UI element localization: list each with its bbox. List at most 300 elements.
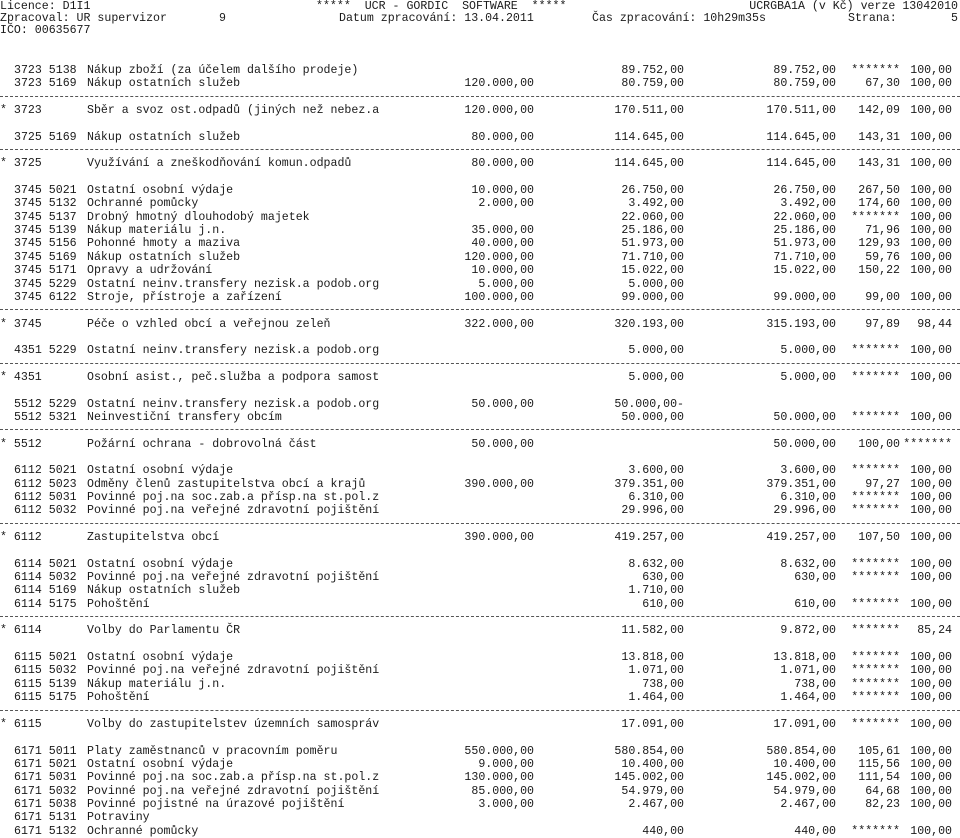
adjusted-value: 71.710,00 [621, 250, 684, 264]
percent-budget: ******* [851, 344, 900, 358]
product-title: ***** UCR - GORDIC SOFTWARE ***** [316, 0, 567, 13]
table-row [0, 291, 960, 304]
budget-value: 10.000,00 [471, 184, 534, 198]
item-description: Pohoštění [87, 597, 150, 611]
actual-value: 419.257,00 [766, 531, 836, 545]
adjusted-value: 5.000,00 [628, 277, 684, 291]
processor-label: Zpracoval: UR supervizor [0, 12, 167, 25]
item-description: Volby do Parlamentu ČR [87, 624, 241, 638]
percent-budget: ******* [851, 597, 900, 611]
adjusted-value: 50.000,00- [614, 397, 684, 411]
adjusted-value: 26.750,00 [621, 184, 684, 198]
actual-value: 99.000,00 [773, 290, 836, 304]
percent-adjusted: ******* [903, 437, 952, 451]
item-description: Ostatní neinv.transfery nezisk.a podob.org [87, 397, 380, 411]
account-code: 6112 5032 [14, 504, 77, 518]
percent-adjusted: 100,00 [910, 224, 952, 238]
budget-value: 130.000,00 [464, 771, 534, 785]
table-row [0, 344, 960, 357]
account-code: 6112 5031 [14, 491, 77, 504]
item-description: Volby do zastupitelstev územních samospráv [87, 717, 380, 731]
adjusted-value: 1.071,00 [628, 664, 684, 678]
percent-adjusted: 100,00 [910, 744, 952, 758]
adjusted-value: 114.645,00 [614, 157, 684, 171]
percent-budget: ******* [851, 677, 900, 691]
actual-value: 1.071,00 [780, 664, 836, 678]
budget-value: 80.000,00 [471, 130, 534, 144]
separator-line [0, 523, 960, 524]
account-code: 6171 5038 [14, 797, 77, 811]
budget-value: 100.000,00 [464, 290, 534, 304]
table-row [0, 504, 960, 517]
actual-value: 440,00 [794, 824, 836, 838]
table-row [0, 211, 960, 224]
percent-budget: 111,54 [858, 771, 900, 785]
account-code: 6114 5169 [14, 584, 77, 598]
subtotal-row [0, 718, 960, 731]
adjusted-value: 5.000,00 [628, 344, 684, 358]
actual-value: 29.996,00 [773, 504, 836, 518]
account-code: * 3725 [0, 157, 42, 171]
percent-budget: 142,09 [858, 104, 900, 118]
table-row [0, 558, 960, 571]
adjusted-value: 3.600,00 [628, 464, 684, 478]
percent-adjusted: 100,00 [910, 210, 952, 224]
percent-adjusted: 100,00 [910, 77, 952, 91]
actual-value: 114.645,00 [766, 130, 836, 144]
account-code: 3745 5137 [14, 210, 77, 224]
dashed-separator [0, 611, 960, 624]
table-row [0, 811, 960, 824]
item-description: Ostatní osobní výdaje [87, 651, 234, 665]
item-description: Povinné pojistné na úrazové pojištění [87, 797, 345, 811]
account-code: * 6114 [0, 624, 42, 638]
percent-adjusted: 100,00 [910, 64, 952, 77]
adjusted-value: 29.996,00 [621, 504, 684, 518]
percent-budget: ******* [851, 64, 900, 77]
adjusted-value: 8.632,00 [628, 557, 684, 571]
table-row [0, 77, 960, 90]
blank-row [0, 451, 960, 464]
percent-budget: 115,56 [858, 757, 900, 771]
percent-budget: 99,00 [865, 290, 900, 304]
adjusted-value: 2.467,00 [628, 797, 684, 811]
table-row [0, 785, 960, 798]
item-description: Povinné poj.na veřejné zdravotní pojištění [87, 504, 380, 518]
account-code: 5512 5229 [14, 397, 77, 411]
account-code: 6115 5032 [14, 664, 77, 678]
processing-date: Datum zpracování: 13.04.2011 [339, 12, 534, 25]
account-code: 3723 5169 [14, 77, 77, 91]
account-code: * 5512 [0, 437, 42, 451]
percent-budget: ******* [851, 824, 900, 838]
table-row [0, 651, 960, 664]
percent-adjusted: 100,00 [910, 597, 952, 611]
actual-value: 51.973,00 [773, 237, 836, 251]
actual-value: 170.511,00 [766, 104, 836, 118]
item-description: Nákup ostatních služeb [87, 77, 241, 91]
account-code: 6171 5132 [14, 824, 77, 838]
table-row [0, 184, 960, 197]
table-row [0, 264, 960, 277]
adjusted-value: 440,00 [642, 824, 684, 838]
account-code: * 6112 [0, 531, 42, 545]
percent-adjusted: 100,00 [910, 571, 952, 585]
actual-value: 114.645,00 [766, 157, 836, 171]
account-code: * 6115 [0, 717, 42, 731]
adjusted-value: 419.257,00 [614, 531, 684, 545]
blank-row [0, 331, 960, 344]
page-label: Strana: [848, 12, 897, 25]
percent-budget: ******* [851, 370, 900, 384]
percent-budget: ******* [851, 210, 900, 224]
account-code: * 4351 [0, 370, 42, 384]
adjusted-value: 1.710,00 [628, 584, 684, 598]
actual-value: 71.710,00 [773, 250, 836, 264]
table-row [0, 758, 960, 771]
adjusted-value: 54.979,00 [621, 784, 684, 798]
item-description: Nákup ostatních služeb [87, 130, 241, 144]
account-code: 3745 5021 [14, 184, 77, 198]
item-description: Nákup materiálu j.n. [87, 677, 227, 691]
actual-value: 145.002,00 [766, 771, 836, 785]
percent-adjusted: 100,00 [910, 104, 952, 118]
adjusted-value: 17.091,00 [621, 717, 684, 731]
table-row [0, 64, 960, 77]
separator-line [0, 149, 960, 150]
blank-row [0, 731, 960, 744]
table-row [0, 464, 960, 477]
report-table [0, 64, 960, 838]
percent-adjusted: 100,00 [910, 651, 952, 665]
table-row [0, 224, 960, 237]
table-row [0, 678, 960, 691]
item-description: Opravy a udržování [87, 264, 213, 278]
adjusted-value: 25.186,00 [621, 224, 684, 238]
table-row [0, 411, 960, 424]
adjusted-value: 6.310,00 [628, 491, 684, 504]
account-code: 5512 5321 [14, 410, 77, 424]
item-description: Nákup ostatních služeb [87, 584, 241, 598]
account-code: 3745 5156 [14, 237, 77, 251]
percent-adjusted: 98,44 [917, 317, 952, 331]
percent-budget: 150,22 [858, 264, 900, 278]
version-label: UCRGBA1A (v Kč) verze 13042010 [749, 0, 958, 13]
percent-budget: ******* [851, 491, 900, 504]
actual-value: 6.310,00 [780, 491, 836, 504]
table-row [0, 664, 960, 677]
percent-budget: 97,27 [865, 477, 900, 491]
budget-value: 40.000,00 [471, 237, 534, 251]
budget-value: 5.000,00 [478, 277, 534, 291]
percent-adjusted: 100,00 [910, 771, 952, 785]
separator-line [0, 363, 960, 364]
item-description: Pohonné hmoty a maziva [87, 237, 241, 251]
page-number: 5 [951, 12, 958, 25]
item-description: Zastupitelstva obcí [87, 531, 220, 545]
budget-value: 390.000,00 [464, 477, 534, 491]
table-row [0, 251, 960, 264]
percent-adjusted: 100,00 [910, 664, 952, 678]
adjusted-value: 114.645,00 [614, 130, 684, 144]
budget-value: 50.000,00 [471, 397, 534, 411]
blank-row [0, 544, 960, 557]
budget-value: 120.000,00 [464, 104, 534, 118]
budget-value: 322.000,00 [464, 317, 534, 331]
account-code: 6171 5021 [14, 757, 77, 771]
account-code: * 3723 [0, 104, 42, 118]
percent-adjusted: 100,00 [910, 677, 952, 691]
actual-value: 2.467,00 [780, 797, 836, 811]
blank-row [0, 117, 960, 130]
table-row [0, 745, 960, 758]
ico-label: IČO: 00635677 [0, 24, 91, 37]
item-description: Platy zaměstnanců v pracovním poměru [87, 744, 338, 758]
item-description: Potraviny [87, 811, 150, 825]
percent-adjusted: 100,00 [910, 691, 952, 705]
percent-adjusted: 100,00 [910, 237, 952, 251]
item-description: Povinné poj.na veřejné zdravotní pojištění [87, 664, 380, 678]
account-code: 3745 5229 [14, 277, 77, 291]
subtotal-row [0, 371, 960, 384]
processor-number: 9 [219, 12, 226, 25]
percent-budget: ******* [851, 717, 900, 731]
percent-adjusted: 100,00 [910, 557, 952, 571]
item-description: Péče o vzhled obcí a veřejnou zeleň [87, 317, 331, 331]
percent-budget: ******* [851, 624, 900, 638]
item-description: Povinné poj.na veřejné zdravotní pojištění [87, 571, 380, 585]
adjusted-value: 630,00 [642, 571, 684, 585]
dashed-separator [0, 91, 960, 104]
percent-budget: 105,61 [858, 744, 900, 758]
budget-value: 2.000,00 [478, 197, 534, 211]
budget-value: 390.000,00 [464, 531, 534, 545]
percent-adjusted: 100,00 [910, 757, 952, 771]
dashed-separator [0, 518, 960, 531]
budget-value: 9.000,00 [478, 757, 534, 771]
subtotal-row [0, 157, 960, 170]
item-description: Ostatní osobní výdaje [87, 184, 234, 198]
actual-value: 54.979,00 [773, 784, 836, 798]
separator-line [0, 96, 960, 97]
item-description: Využívání a zneškodňování komun.odpadů [87, 157, 352, 171]
account-code: 3745 5139 [14, 224, 77, 238]
actual-value: 50.000,00 [773, 437, 836, 451]
table-row [0, 771, 960, 784]
item-description: Ostatní osobní výdaje [87, 464, 234, 478]
percent-adjusted: 100,00 [910, 531, 952, 545]
actual-value: 315.193,00 [766, 317, 836, 331]
adjusted-value: 5.000,00 [628, 370, 684, 384]
percent-adjusted: 100,00 [910, 370, 952, 384]
account-code: 6171 5131 [14, 811, 77, 825]
item-description: Drobný hmotný dlouhodobý majetek [87, 210, 310, 224]
item-description: Nákup materiálu j.n. [87, 224, 227, 238]
actual-value: 610,00 [794, 597, 836, 611]
item-description: Pohoštění [87, 691, 150, 705]
percent-adjusted: 100,00 [910, 184, 952, 198]
item-description: Ochranné pomůcky [87, 197, 199, 211]
percent-budget: ******* [851, 504, 900, 518]
item-description: Nákup zboží (za účelem dalšího prodeje) [87, 64, 359, 77]
account-code: 4351 5229 [14, 344, 77, 358]
item-description: Ostatní osobní výdaje [87, 757, 234, 771]
adjusted-value: 1.464,00 [628, 691, 684, 705]
blank-row [0, 384, 960, 397]
percent-budget: 143,31 [858, 130, 900, 144]
actual-value: 5.000,00 [780, 370, 836, 384]
adjusted-value: 320.193,00 [614, 317, 684, 331]
dashed-separator [0, 358, 960, 371]
percent-adjusted: 100,00 [910, 824, 952, 838]
item-description: Sběr a svoz ost.odpadů (jiných než nebez.a [87, 104, 380, 118]
processing-time: Čas zpracování: 10h29m35s [592, 12, 766, 25]
percent-adjusted: 100,00 [910, 290, 952, 304]
percent-adjusted: 100,00 [910, 250, 952, 264]
percent-adjusted: 100,00 [910, 784, 952, 798]
actual-value: 1.464,00 [780, 691, 836, 705]
subtotal-row [0, 531, 960, 544]
budget-value: 120.000,00 [464, 250, 534, 264]
adjusted-value: 580.854,00 [614, 744, 684, 758]
adjusted-value: 99.000,00 [621, 290, 684, 304]
table-row [0, 571, 960, 584]
adjusted-value: 379.351,00 [614, 477, 684, 491]
account-code: 6114 5175 [14, 597, 77, 611]
budget-value: 50.000,00 [471, 437, 534, 451]
percent-budget: 71,96 [865, 224, 900, 238]
blank-row [0, 638, 960, 651]
actual-value: 630,00 [794, 571, 836, 585]
account-code: 6114 5032 [14, 571, 77, 585]
percent-adjusted: 100,00 [910, 491, 952, 504]
dashed-separator [0, 304, 960, 317]
item-description: Odměny členů zastupitelstva obcí a krajů [87, 477, 366, 491]
item-description: Povinné poj.na soc.zab.a přísp.na st.pol.z [87, 491, 380, 504]
item-description: Požární ochrana - dobrovolná část [87, 437, 317, 451]
table-row [0, 691, 960, 704]
account-code: 6115 5021 [14, 651, 77, 665]
adjusted-value: 10.400,00 [621, 757, 684, 771]
account-code: 6171 5011 [14, 744, 77, 758]
percent-budget: 64,68 [865, 784, 900, 798]
percent-adjusted: 100,00 [910, 477, 952, 491]
account-code: * 3745 [0, 317, 42, 331]
percent-budget: 129,93 [858, 237, 900, 251]
budget-value: 550.000,00 [464, 744, 534, 758]
account-code: 6112 5023 [14, 477, 77, 491]
actual-value: 50.000,00 [773, 410, 836, 424]
account-code: 3745 6122 [14, 290, 77, 304]
percent-adjusted: 100,00 [910, 197, 952, 211]
item-description: Nákup ostatních služeb [87, 250, 241, 264]
actual-value: 10.400,00 [773, 757, 836, 771]
budget-value: 10.000,00 [471, 264, 534, 278]
item-description: Ochranné pomůcky [87, 824, 199, 838]
percent-budget: ******* [851, 410, 900, 424]
percent-adjusted: 100,00 [910, 264, 952, 278]
percent-budget: ******* [851, 464, 900, 478]
table-row [0, 197, 960, 210]
percent-budget: 174,60 [858, 197, 900, 211]
item-description: Ostatní neinv.transfery nezisk.a podob.org [87, 277, 380, 291]
account-code: 6112 5021 [14, 464, 77, 478]
percent-budget: 97,89 [865, 317, 900, 331]
adjusted-value: 170.511,00 [614, 104, 684, 118]
table-row [0, 798, 960, 811]
actual-value: 3.492,00 [780, 197, 836, 211]
actual-value: 80.759,00 [773, 77, 836, 91]
percent-budget: 107,50 [858, 531, 900, 545]
percent-adjusted: 100,00 [910, 504, 952, 518]
item-description: Ostatní neinv.transfery nezisk.a podob.org [87, 344, 380, 358]
percent-adjusted: 100,00 [910, 130, 952, 144]
blank-row [0, 171, 960, 184]
budget-value: 85.000,00 [471, 784, 534, 798]
percent-adjusted: 100,00 [910, 717, 952, 731]
table-row [0, 478, 960, 491]
item-description: Osobní asist., peč.služba a podpora samost [87, 370, 380, 384]
table-row [0, 237, 960, 250]
subtotal-row [0, 318, 960, 331]
percent-adjusted: 100,00 [910, 157, 952, 171]
adjusted-value: 80.759,00 [621, 77, 684, 91]
adjusted-value: 50.000,00 [621, 410, 684, 424]
item-description: Povinné poj.na soc.zab.a přísp.na st.pol.z [87, 771, 380, 785]
actual-value: 15.022,00 [773, 264, 836, 278]
table-row [0, 278, 960, 291]
separator-line [0, 710, 960, 711]
actual-value: 89.752,00 [773, 64, 836, 77]
percent-adjusted: 100,00 [910, 464, 952, 478]
account-code: 3725 5169 [14, 130, 77, 144]
table-row [0, 491, 960, 504]
percent-adjusted: 100,00 [910, 410, 952, 424]
account-code: 3723 5138 [14, 64, 77, 77]
separator-line [0, 309, 960, 310]
adjusted-value: 610,00 [642, 597, 684, 611]
adjusted-value: 145.002,00 [614, 771, 684, 785]
subtotal-row [0, 438, 960, 451]
adjusted-value: 738,00 [642, 677, 684, 691]
percent-adjusted: 100,00 [910, 797, 952, 811]
actual-value: 9.872,00 [780, 624, 836, 638]
table-row [0, 598, 960, 611]
percent-budget: ******* [851, 651, 900, 665]
separator-line [0, 616, 960, 617]
account-code: 6115 5139 [14, 677, 77, 691]
actual-value: 25.186,00 [773, 224, 836, 238]
account-code: 3745 5171 [14, 264, 77, 278]
actual-value: 17.091,00 [773, 717, 836, 731]
actual-value: 5.000,00 [780, 344, 836, 358]
item-description: Stroje, přístroje a zařízení [87, 290, 282, 304]
table-row [0, 398, 960, 411]
licence-label: Licence: D1I1 [0, 0, 91, 13]
subtotal-row [0, 624, 960, 637]
adjusted-value: 51.973,00 [621, 237, 684, 251]
adjusted-value: 22.060,00 [621, 210, 684, 224]
adjusted-value: 11.582,00 [621, 624, 684, 638]
actual-value: 22.060,00 [773, 210, 836, 224]
separator-line [0, 429, 960, 430]
actual-value: 580.854,00 [766, 744, 836, 758]
dashed-separator [0, 144, 960, 157]
item-description: Povinné poj.na veřejné zdravotní pojištění [87, 784, 380, 798]
actual-value: 13.818,00 [773, 651, 836, 665]
percent-budget: ******* [851, 557, 900, 571]
header-line-3 [0, 24, 960, 37]
